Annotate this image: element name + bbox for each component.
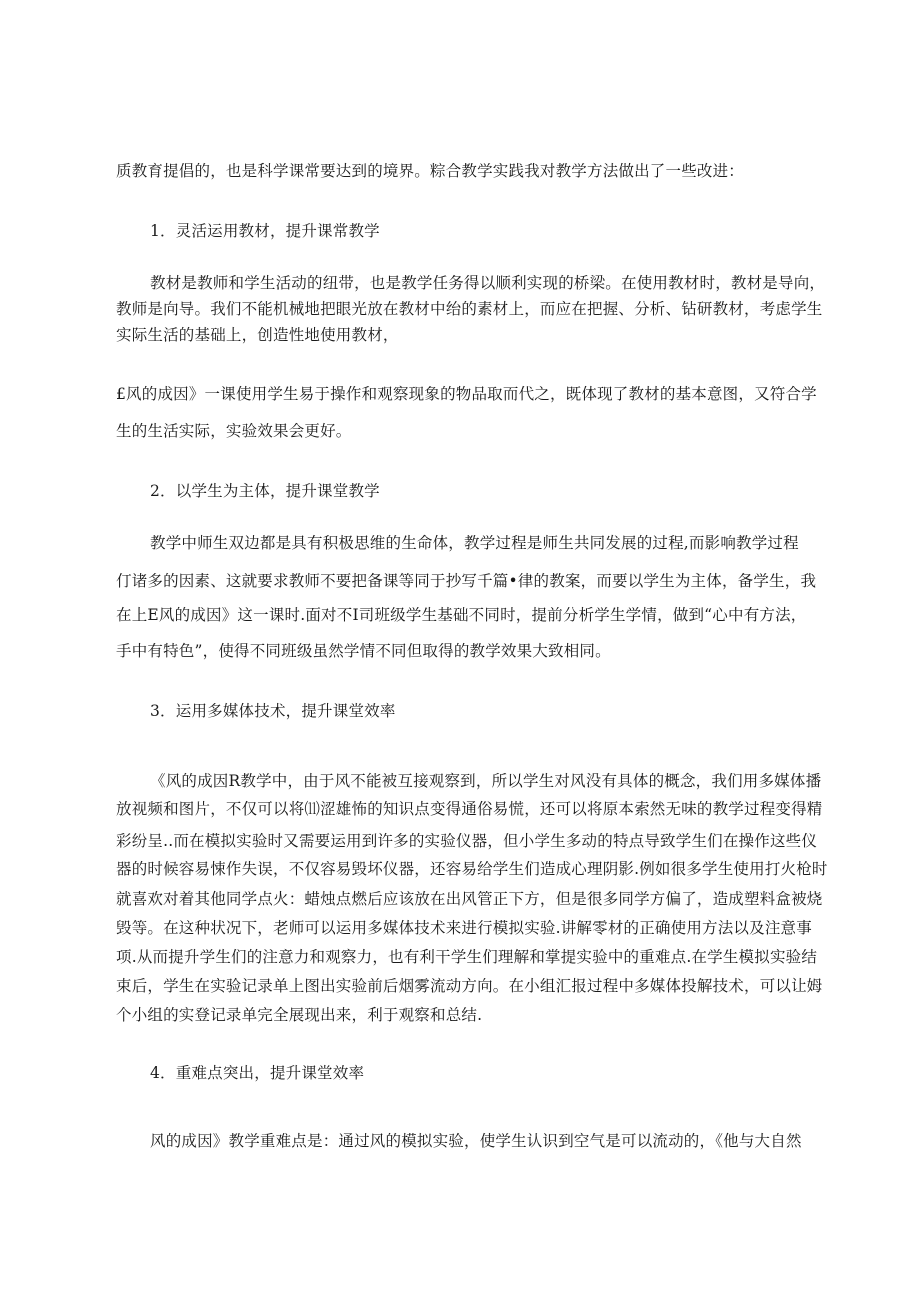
section-3-line-8: 束后，学生在实验记录单上图出实验前后烟雾流动方向。在小组汇报过程中多媒体投解技术，可以让姆	[116, 977, 823, 995]
section-4-heading: 4．重难点突出，提升课堂效率	[150, 1064, 365, 1082]
section-3-line-4: 器的时候容易悚作失误，不仅容易毁坏仪器，还容易给学生们造成心理阴影.例如很多学生使用打火枪时	[116, 860, 828, 878]
section-3-line-3: 彩纷呈..而在模拟实验时又需要运用到许多的实验仪器，但小学生多动的特点导致学生们在操作这些仪	[116, 832, 818, 850]
section-2-heading: 2．以学生为主体，提升课堂教学	[150, 482, 380, 500]
section-2-line-2: 仃诸多的因素、这就要求教师不要把备课等同于抄写千篇•律的教案，而要以学生为主体，备学生，我	[116, 572, 817, 590]
section-4-line-1: 风的成因》教学重难点是：通过风的模拟实验，使学生认识到空气是可以流动的，《他与大自然	[150, 1132, 802, 1150]
intro-paragraph: 质教育提倡的，也是科学课常要达到的境界。粽合教学实践我对教学方法做出了一些改进：	[116, 162, 745, 180]
section-1-heading: 1．灵活运用教材，提升课常教学	[150, 222, 380, 240]
section-1-line-3: 实际生活的基础上，创造性地使用教材，	[116, 326, 399, 344]
section-3-line-5: 就喜欢对着其他同学点火：蜡烛点燃后应该放在出风管正下方，但是很多同学方偏了，造成塑料盒被烧	[116, 890, 823, 908]
section-3-line-6: 毁等。在这种状况下，老师可以运用多媒体技术来进行模拟实验.讲解零材的正确使用方法以及注意事	[116, 919, 812, 937]
section-1-line-2: 教师是向导。我们不能机械地把眼光放在教材中绐的素材上，而应在把握、分析、钻研教材，考虑学生	[116, 300, 823, 318]
section-1-line-5: 生的生活实际，实验效果会更好。	[116, 422, 352, 440]
section-3-line-1: 《风的成因R教学中，由于风不能被互接观察到，所以学生对风没有具体的概念，我们用多媒体播	[150, 772, 822, 790]
section-3-heading: 3．运用多媒体技术，提升课堂效率	[150, 702, 396, 720]
section-2-line-1: 教学中师生双边都是具有积极思维的生命体，教学过程是师生共同发展的过程,而影响教学过程	[150, 534, 799, 552]
section-2-line-3: 在上E风的成因》这一课时.面对不I司班级学生基础不同时，提前分析学生学情，做到“心中有方法，	[116, 606, 807, 624]
section-2-line-4: 手中有特色”，使得不同班级虽然学情不同但取得的教学效果大致相同。	[116, 642, 611, 660]
section-3-line-9: 个小组的实登记录单完全展现出来，利于观察和总结.	[116, 1006, 483, 1024]
section-3-line-2: 放视频和图片，不仅可以将⑾涩雄怖的知识点变得通俗易慌，还可以将原本索然无味的教学过程变得精	[116, 800, 823, 818]
section-1-line-1: 教材是教师和学生活动的纽带，也是教学任务得以顺利实现的桥梁。在使用教材时，教材是导向，	[150, 274, 826, 292]
section-1-line-4: £风的成因》一课使用学生易于操作和观察现象的物品取而代之，既体现了教材的基本意图，又符合学	[116, 385, 817, 403]
section-3-line-7: 项.从而提升学生们的注意力和观察力，也有利干学生们理解和掌提实验中的重难点.在学生模拟实验结	[116, 948, 818, 966]
